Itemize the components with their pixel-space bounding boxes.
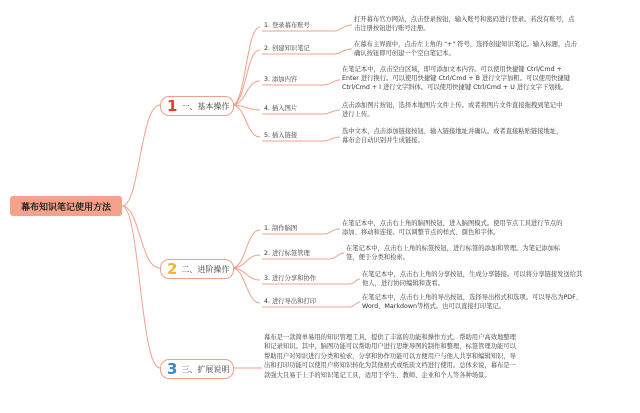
branch-number-1: 1	[167, 96, 178, 115]
leaf-add-content[interactable]: 3. 添加内容	[264, 76, 298, 83]
branch-advanced-operations[interactable]	[160, 259, 234, 279]
branch-label: 二、进阶操作	[181, 264, 230, 274]
leaf-share-collaborate[interactable]: 3. 进行分享和协作	[264, 275, 317, 282]
leaf-login[interactable]: 1. 登录幕布账号	[264, 22, 310, 29]
desc-mind-map: 在笔记本中，点击右上角的脑图按钮，进入脑图模式。使用节点工具进行节点的 添加、移动和连接。可以调整节点的样式、颜色和字体。	[342, 220, 563, 237]
leaf-tag-management[interactable]: 2. 进行标签管理	[264, 250, 310, 257]
branch-extended-notes[interactable]	[160, 359, 234, 379]
desc-tag-management: 在笔记本中，点击右上角的标签按钮，进行标签的添加和管理。为笔记添加标 签，便于分类和检索。	[346, 245, 561, 262]
desc-share-collaborate: 在笔记本中，点击右上角的分享按钮，生成分享链接。可以将分享链接发送给其 他人，进行协同编辑和查看。	[362, 271, 583, 288]
desc-create-note: 在幕布主界面中，点击左上角的 "+" 符号，选择创建知识笔记。输入标题，点击 确认按钮即可创建一个空白笔记本。	[354, 41, 577, 58]
desc-extended-notes: 幕布是一款简单易用的知识管理工具，提供了丰富的功能和操作方式，帮助用户高效地整理和记录知识。其中，脑图功能可以帮助用户进行思维导图的制作和整理，标签管理功能可以帮助用户对知识进行分类和检索，分享和协作功能可以方便用户与他人共享和编辑知识，导出和打印功能可以使用户将知识转化为其他格式或纸质文档进行使用。总体来说，幕布是一款强大且易于上手的知识笔记工具，适用于学生、教师、企业和个人等各种场景。	[264, 334, 516, 379]
root-node[interactable]	[10, 196, 122, 216]
branch-label: 三、扩展说明	[181, 364, 230, 374]
desc-insert-image: 点击添加图片按钮，选择本地图片文件上传。或者将图片文件直接拖拽到笔记中 进行上传。	[342, 102, 563, 119]
branch-number-2: 2	[167, 259, 178, 278]
leaf-create-note[interactable]: 2. 创建知识笔记	[264, 45, 310, 52]
leaf-insert-image[interactable]: 4. 插入图片	[264, 105, 298, 112]
leaf-mind-map[interactable]: 1. 制作脑图	[264, 225, 298, 232]
branch-label: 一、基本操作	[181, 101, 230, 111]
branch-number-3: 3	[167, 359, 178, 378]
desc-insert-link: 选中文本，点击添加链接按钮，输入链接地址并确认。或者直接粘贴链接地址， 幕布会自动识别并生成链接。	[342, 128, 563, 145]
desc-export-print: 在笔记本中，点击右上角的导出按钮，选择导出格式和选项。可以导出为PDF、 Word、Markdown等格式。也可以直接打印笔记。	[362, 294, 583, 311]
desc-login: 打开幕布官方网站，点击登录按钮，输入账号和密码进行登录。若没有账号，点 击注册按钮进行账号注册。	[354, 16, 575, 33]
leaf-insert-link[interactable]: 5. 插入链接	[264, 132, 298, 139]
branch-basic-operations[interactable]	[160, 96, 234, 116]
leaf-export-print[interactable]: 4. 进行导出和打印	[264, 298, 317, 305]
desc-add-content: 在笔记本中，点击空白区域，即可添加文本内容。可以使用快捷键 Ctrl/Cmd + Enter 进行换行。可以使用快捷键 Ctrl/Cmd + B 进行文字加粗。可以使用快捷键 Ctrl/Cmd + I 进行文字斜体。可以使用快捷键 Ctrl/Cmd + U 进行文字下划线。	[342, 66, 571, 92]
root-label: 幕布知识笔记使用方法	[20, 202, 111, 213]
